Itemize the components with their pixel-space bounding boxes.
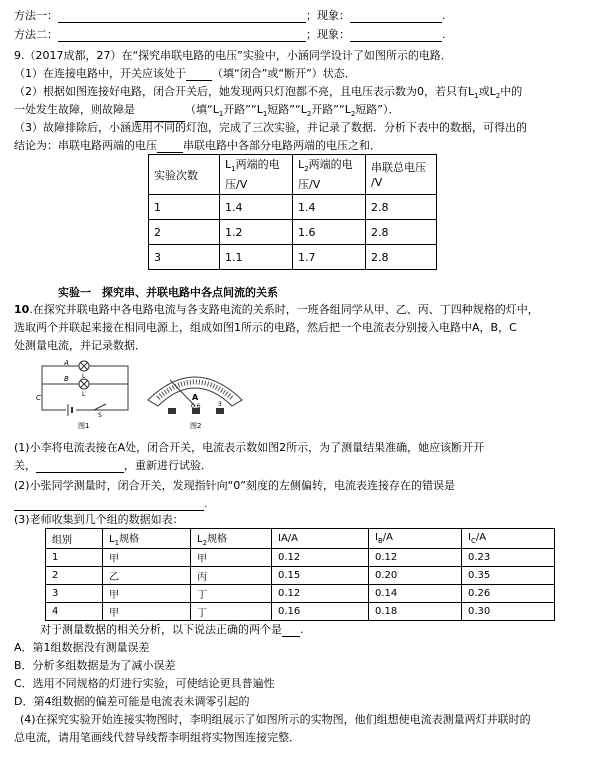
phenomenon2-blank[interactable] (350, 29, 442, 42)
q9-intro: 9.（2017成都，27）在“探究串联电路的电压”实验中，小涵同学设计了如图所示的电路． (14, 49, 452, 62)
q10-analysis: 对于测量数据的相关分析，以下说法正确的两个是 . (40, 623, 304, 636)
table-row: 1 甲 甲 0.12 0.12 0.23 (46, 549, 555, 567)
q10-part2-line1: (2)小张同学测量时，闭合开关，发现指针向“0”刻度的左侧偏转，电流表连接存在的错误是 (14, 479, 455, 492)
ammeter-figure-2 (140, 360, 250, 432)
q10-part4-line1: (4)在探究实验开始连接实物图时，李明组展示了如图所示的实物图，他们组想使电流表测量两灯并联时的 (20, 713, 531, 726)
q10-part1-line2: 关， ，重新进行试验． (14, 459, 212, 472)
option-a: A．第1组数据没有测量误差 (14, 641, 150, 654)
option-c: C．选用不同规格的灯进行实验，可使结论更具普遍性 (14, 677, 275, 690)
svg-text:图2: 图2 (190, 422, 202, 430)
svg-text:0.6: 0.6 (191, 403, 201, 410)
option-d: D．第4组数据的偏差可能是电流表未调零引起的 (14, 695, 250, 708)
q10-part2-line2: . (14, 496, 208, 511)
phenomenon1-blank[interactable] (350, 10, 442, 23)
circuit-figure-1 (36, 360, 136, 432)
svg-text:L: L (82, 373, 86, 380)
svg-text:A: A (192, 393, 199, 402)
switch-icon (94, 404, 106, 410)
table-header-row: 实验次数 $L_1$两端的电 压/V $L_2$两端的电 压/V 串联总电压 /V (149, 155, 437, 195)
q10-part1-line1: (1)小李将电流表接在A处，闭合开关，电流表示数如图2所示，为了测量结果准确，她应该断开开 (14, 441, 485, 454)
table-row: 3 甲 丁 0.12 0.14 0.26 (46, 585, 555, 603)
q10-part2-blank[interactable] (14, 498, 204, 511)
svg-text:C: C (36, 394, 41, 402)
svg-text:B: B (64, 375, 69, 383)
option-b: B．分析多组数据是为了减小误差 (14, 659, 176, 672)
q9-part3-line2: 结论为：串联电路两端的电压 串联电路中各部分电路两端的电压之和． (14, 139, 381, 152)
svg-text:A: A (64, 360, 69, 367)
q10-analysis-blank[interactable] (282, 624, 300, 637)
section-heading: 实验一 探究串、并联电路中各点间流的关系 (58, 286, 278, 299)
q10-part3: (3)老师收集到几个组的数据如表： (14, 513, 184, 526)
table-row: 4 甲 丁 0.16 0.18 0.30 (46, 603, 555, 621)
table-row: 3 1.1 1.7 2.8 (149, 245, 437, 270)
q9-part2-line2: 一处发生故障，则故障是 （填“$L_1$开路$”“L_1$短路$”“L_2$开路$”“L_2$短路”）． (14, 102, 400, 122)
q9-part1: （1）在连接电路中，开关应该处于 （填“闭合”或“断开”）状态． (14, 67, 356, 80)
q9-part3-line1: （3）故障排除后，小涵选用不同的灯泡，完成了三次实验，并记录了数据．分析下表中的数据，可得出的 (14, 121, 527, 134)
method2-blank[interactable] (58, 29, 306, 42)
svg-text:S: S (98, 412, 102, 419)
q10-part1-blank[interactable] (36, 460, 124, 473)
q9-part3-blank[interactable] (157, 140, 183, 153)
voltage-table (148, 154, 437, 270)
method1-label: 方法一： (14, 9, 58, 22)
q9-part1-blank[interactable] (186, 68, 212, 81)
method2-label: 方法二： (14, 28, 58, 41)
svg-text:L: L (82, 391, 86, 398)
phenomenon-label: ；现象： (306, 9, 350, 22)
current-table (45, 528, 555, 621)
method-line-2: 方法二： ；现象： . (14, 28, 446, 41)
q10-intro-1: 10.在探究并联电路中各电路电流与各支路电流的关系时，一班各组同学从甲、乙、丙、丁四种规格的灯中， (14, 303, 539, 316)
table-row: 2 1.2 1.6 2.8 (149, 220, 437, 245)
method1-blank[interactable] (58, 10, 306, 23)
method-line-1: 方法一： ；现象： . (14, 9, 446, 22)
q10-intro-3: 处测量电流，并记录数据． (14, 339, 146, 352)
svg-text:3: 3 (218, 401, 222, 408)
q10-part4-line2: 总电流，请用笔画线代替导线帮李明组将实物图连接完整． (14, 731, 300, 744)
table-row: 1 1.4 1.4 2.8 (149, 195, 437, 220)
q10-intro-2: 选取两个并联起来接在相同电源上，组成如图1所示的电路，然后把一个电流表分别接入电路中A，B，C (14, 321, 517, 334)
svg-text:图1: 图1 (78, 422, 90, 430)
table-header-row: 组别 $L_1$规格 $L_2$规格 IA/A $I_B/A$ $I_C/A$ (46, 529, 555, 549)
table-row: 2 乙 丙 0.15 0.20 0.35 (46, 567, 555, 585)
q9-part2-line1: （2）根据如图连接好电路，闭合开关后，她发现两只灯泡都不亮，且电压表示数为0，若只有$L_1$或$L_2$中的 (14, 85, 523, 101)
